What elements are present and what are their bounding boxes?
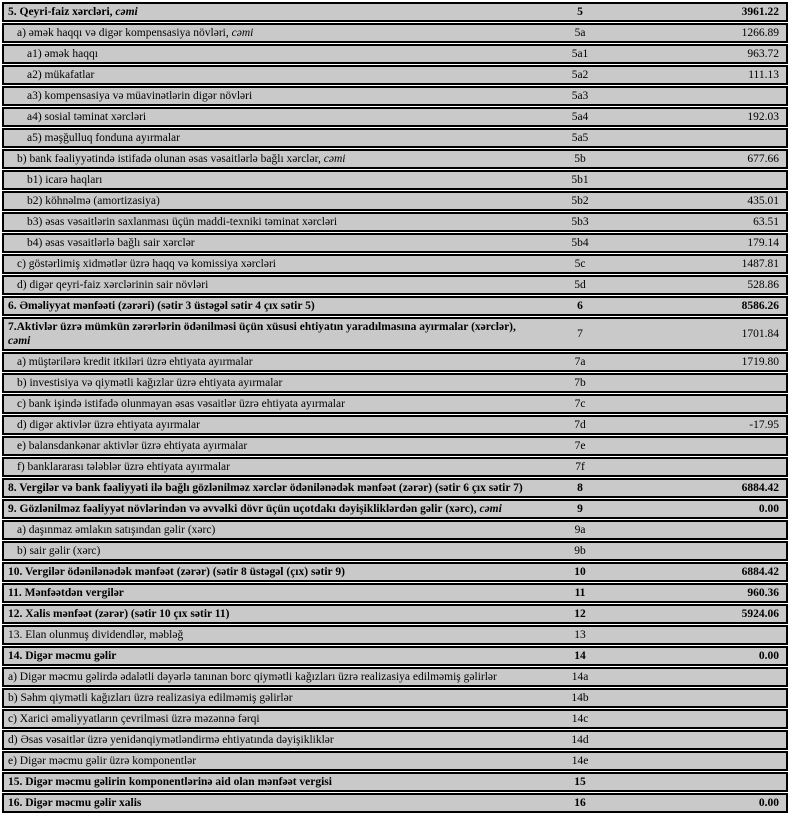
table-row (2, 667, 788, 687)
table-row (2, 275, 788, 295)
row-description (4, 564, 527, 580)
row-label: d) digər aktivlər üzrə ehtiyata ayırmalar (17, 419, 200, 431)
row-description (4, 319, 527, 349)
row-label: b) investisiya və qiymətli kağızlar üzrə ehtiyata ayırmalar (17, 377, 283, 389)
row-label: 15. Digər məcmu gəlirin komponentlərinə aid olan mənfəət vergisi (8, 776, 332, 788)
row-value: 1701.84 (741, 328, 779, 340)
row-value: 0.00 (758, 650, 779, 662)
row-description (4, 669, 527, 685)
table-row (2, 373, 788, 393)
table-row (2, 107, 788, 127)
row-description (4, 711, 527, 727)
table-row (2, 191, 788, 211)
row-label: c) bank işində istifadə olunmayan əsas vəsaitlər üzrə ehtiyata ayırmalar (17, 398, 345, 410)
table-row (2, 23, 788, 43)
row-label: 16. Digər məcmu gəlir xalis (8, 797, 142, 809)
table-row (2, 2, 788, 22)
row-description (4, 88, 527, 104)
row-label: a) müştərilərə kredit itkiləri üzrə ehtiyata ayırmalar (17, 356, 253, 368)
row-code: 5 (577, 6, 583, 18)
table-row (2, 149, 788, 169)
row-label: 7.Aktivlər üzrə mümkün zərərlərin ödənilməsi üçün xüsusi ehtiyatın yaradılmasına ayırmalar (xərclər), (8, 321, 516, 333)
row-label: a1) əmək haqqı (27, 48, 98, 60)
row-value: 1719.80 (741, 356, 779, 368)
row-code: 5a2 (571, 69, 589, 81)
table-row (2, 646, 788, 666)
row-code: 5b1 (571, 174, 589, 186)
row-label: f) banklararası tələblər üzrə ehtiyata ayırmalar (17, 461, 230, 473)
row-code: 5a (574, 27, 586, 39)
row-label: b2) köhnəlmə (amortizasiya) (27, 195, 160, 207)
row-description (4, 151, 527, 167)
row-label: d) digər qeyri-faiz xərclərinin sair növləri (17, 279, 209, 291)
row-label: a) Digər məcmu gəlirdə ədalətli dəyərlə tanınan borc qiymətli kağızları üzrə realizasiya edilməmiş gəlirlər (8, 671, 497, 683)
row-value: 963.72 (747, 48, 779, 60)
row-label: 5. Qeyri-faiz xərcləri, (8, 6, 116, 18)
row-code: 7d (574, 419, 586, 431)
row-label-italic: cəmi (231, 27, 254, 39)
table-row (2, 233, 788, 253)
table-row (2, 254, 788, 274)
table-row (2, 44, 788, 64)
row-value: 6884.42 (741, 566, 779, 578)
row-description (4, 522, 527, 538)
row-value: 960.36 (747, 587, 779, 599)
table-row (2, 562, 788, 582)
row-code: 7b (574, 377, 586, 389)
row-label-italic: cəmi (323, 153, 346, 165)
row-description (4, 375, 527, 391)
row-label: 6. Əməliyyat mənfəəti (zərəri) (sətir 3 üstəgəl sətir 4 çıx sətir 5) (8, 300, 315, 312)
row-label: b1) icarə haqları (27, 174, 103, 186)
row-code: 14 (574, 650, 586, 662)
row-description (4, 235, 527, 251)
row-code: 14e (571, 755, 589, 767)
row-label: 8. Vergilər və bank fəaliyyəti ilə bağlı gözlənilməz xərclər ödənilənədək mənfəət (zərər) (sətir 6 çıx sətir 7) (8, 482, 523, 494)
row-code: 16 (574, 797, 586, 809)
row-label: b) bank fəaliyyətində istifadə olunan əsas vəsaitlərlə bağlı xərclər, (17, 153, 324, 165)
row-label: a) əmək haqqı və digər kompensasiya növləri, (17, 27, 232, 39)
row-value: 63.51 (753, 216, 779, 228)
row-code: 8 (577, 482, 583, 494)
row-value: -17.95 (749, 419, 779, 431)
row-code: 5b (574, 153, 586, 165)
table-row (2, 457, 788, 477)
table-row (2, 751, 788, 771)
row-label: a4) sosial təminat xərcləri (27, 111, 147, 123)
row-description (4, 732, 527, 748)
row-value: 0.00 (758, 797, 779, 809)
row-description (4, 543, 527, 559)
row-description (4, 648, 527, 664)
table-row (2, 793, 788, 813)
row-label: 9. Gözlənilməz fəaliyyət növlərindən və əvvəlki dövr üçün uçotdakı dəyişikliklərdən gəlir (xərc), (8, 503, 480, 515)
row-value: 192.03 (747, 111, 779, 123)
row-code: 7 (577, 328, 583, 340)
row-value: 435.01 (747, 195, 779, 207)
row-label: 10. Vergilər ödənilənədək mənfəət (zərər) (sətir 8 üstəgəl (çıx) sətir 9) (8, 566, 345, 578)
row-value: 8586.26 (741, 300, 779, 312)
table-row (2, 688, 788, 708)
row-description (4, 67, 527, 83)
row-code: 14b (571, 692, 589, 704)
table-row (2, 499, 788, 519)
row-value: 1266.89 (741, 27, 779, 39)
table-row (2, 583, 788, 603)
row-label-italic: cəmi (8, 335, 31, 347)
row-description (4, 438, 527, 454)
row-description (4, 277, 527, 293)
table-row (2, 625, 788, 645)
row-description (4, 753, 527, 769)
row-label-italic: cəmi (115, 6, 138, 18)
row-label: b) Səhm qiymətli kağızları üzrə realizasiya edilməmiş gəlirlər (8, 692, 293, 704)
row-description (4, 354, 527, 370)
row-label-italic: cəmi (479, 503, 502, 515)
table-row (2, 709, 788, 729)
table-row (2, 604, 788, 624)
row-label: e) balansdankənar aktivlər üzrə ehtiyata ayırmalar (17, 440, 248, 452)
row-label: a3) kompensasiya və müavinətlərin digər növləri (27, 90, 253, 102)
row-description (4, 585, 527, 601)
row-label: a5) məşğulluq fonduna ayırmalar (27, 132, 180, 144)
row-description (4, 690, 527, 706)
row-value: 5924.06 (741, 608, 779, 620)
row-description (4, 25, 527, 41)
table-row (2, 772, 788, 792)
row-description (4, 256, 527, 272)
row-description (4, 480, 527, 496)
row-code: 7f (575, 461, 585, 473)
row-code: 10 (574, 566, 586, 578)
row-value: 0.00 (758, 503, 779, 515)
table-row (2, 317, 788, 351)
row-code: 5c (574, 258, 586, 270)
row-description (4, 172, 527, 188)
row-label: 13. Elan olunmuş dividendlər, məbləğ (8, 629, 184, 641)
table-row (2, 86, 788, 106)
row-description (4, 459, 527, 475)
row-code: 5b3 (571, 216, 589, 228)
table-row (2, 352, 788, 372)
table-row (2, 520, 788, 540)
row-code: 5a5 (571, 132, 589, 144)
table-row (2, 415, 788, 435)
row-code: 7e (574, 440, 586, 452)
row-label: a2) mükafatlar (27, 69, 95, 81)
row-code: 5a3 (571, 90, 589, 102)
row-description (4, 417, 527, 433)
row-description (4, 298, 527, 314)
row-code: 11 (574, 587, 586, 599)
row-label: c) Xarici əməliyyatların çevrilməsi üzrə məzənnə fərqi (8, 713, 260, 725)
row-description (4, 46, 527, 62)
row-description (4, 774, 527, 790)
row-value: 111.13 (748, 69, 779, 81)
row-code: 6 (577, 300, 583, 312)
row-code: 9a (574, 524, 586, 536)
table-row (2, 65, 788, 85)
table-row (2, 128, 788, 148)
table-row (2, 212, 788, 232)
row-code: 14c (571, 713, 589, 725)
row-value: 528.86 (747, 279, 779, 291)
row-label: 14. Digər məcmu gəlir (8, 650, 117, 662)
row-label: 12. Xalis mənfəət (zərər) (sətir 10 çıx sətir 11) (8, 608, 230, 620)
row-value: 179.14 (747, 237, 779, 249)
row-description (4, 4, 527, 20)
row-label: a) daşınmaz əmlakın satışından gəlir (xərc) (17, 524, 216, 536)
row-code: 13 (574, 629, 586, 641)
table-row (2, 541, 788, 561)
row-code: 12 (574, 608, 586, 620)
row-description (4, 130, 527, 146)
row-description (4, 396, 527, 412)
row-description (4, 214, 527, 230)
row-label: 11. Mənfəətdən vergilər (8, 587, 124, 599)
income-statement-table (2, 2, 788, 813)
row-code: 15 (574, 776, 586, 788)
row-label: e) Digər məcmu gəlir üzrə komponentlər (8, 755, 197, 767)
row-description (4, 109, 527, 125)
row-code: 5a4 (571, 111, 589, 123)
table-row (2, 394, 788, 414)
row-code: 7c (574, 398, 586, 410)
table-row (2, 730, 788, 750)
row-value: 677.66 (747, 153, 779, 165)
table-row (2, 170, 788, 190)
row-description (4, 193, 527, 209)
row-description (4, 501, 527, 517)
row-label: d) Əsas vəsaitlər üzrə yenidənqiymətləndirmə ehtiyatında dəyişikliklər (8, 734, 334, 746)
row-code: 9b (574, 545, 586, 557)
row-value: 1487.81 (741, 258, 779, 270)
row-code: 9 (577, 503, 583, 515)
row-value: 6884.42 (741, 482, 779, 494)
row-label: c) göstərlimiş xidmətlər üzrə haqq və komissiya xərcləri (17, 258, 276, 270)
table-row (2, 296, 788, 316)
row-code: 5a1 (571, 48, 589, 60)
row-code: 5b4 (571, 237, 589, 249)
row-code: 14d (571, 734, 589, 746)
row-code: 5d (574, 279, 586, 291)
row-code: 7a (574, 356, 586, 368)
row-label: b3) əsas vəsaitlərin saxlanması üçün maddi-texniki təminat xərcləri (27, 216, 338, 228)
row-description (4, 606, 527, 622)
row-label: b4) əsas vəsaitlərlə bağlı sair xərclər (27, 237, 195, 249)
row-code: 5b2 (571, 195, 589, 207)
table-row (2, 478, 788, 498)
row-code: 14a (571, 671, 589, 683)
table-row (2, 436, 788, 456)
row-label: b) sair gəlir (xərc) (17, 545, 101, 557)
row-description (4, 795, 527, 811)
row-description (4, 627, 527, 643)
row-value: 3961.22 (741, 6, 779, 18)
